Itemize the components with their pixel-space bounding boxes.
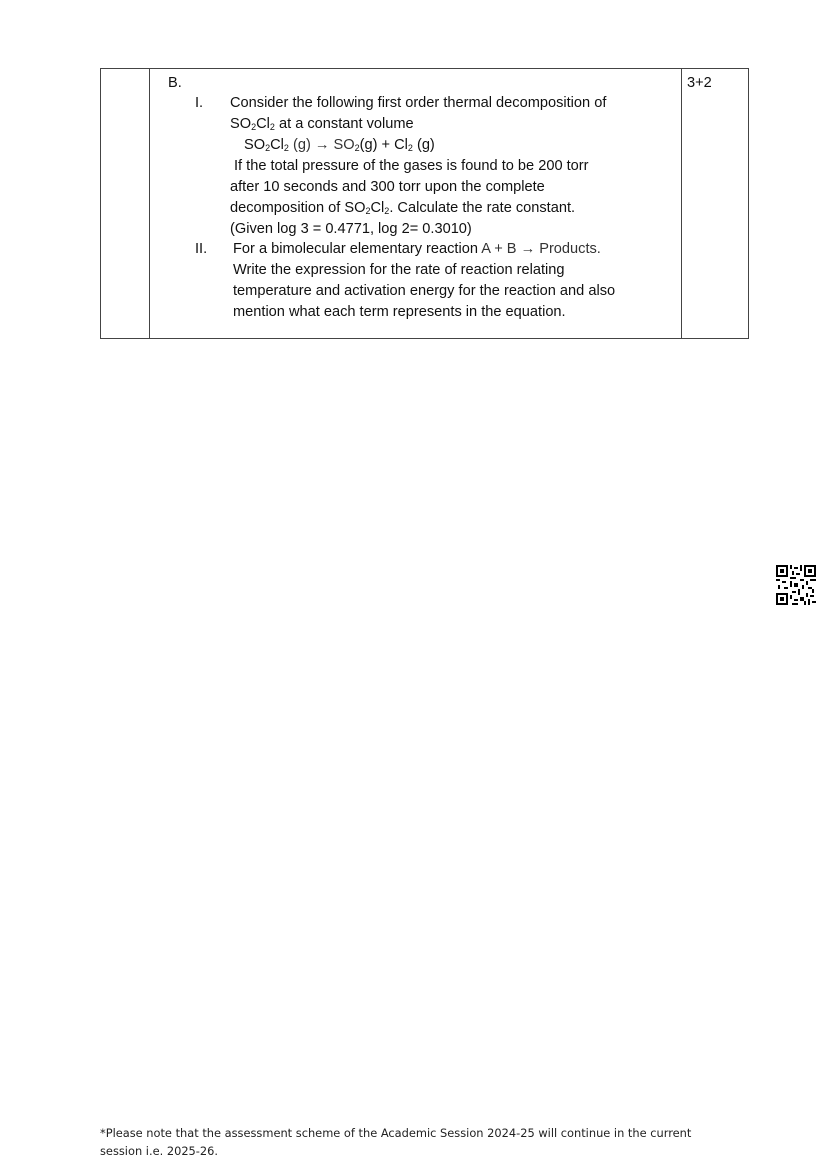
item1-reaction-equation: $SO_2Cl_2$ $(g) \to SO_2(g) + Cl_2$ (g)	[244, 137, 435, 153]
item2-line3: temperature and activation energy for the reaction and also	[233, 283, 616, 299]
section-label: B.	[168, 75, 182, 91]
item1-line1: Consider the following first order thermal decomposition of	[230, 95, 607, 111]
question-content	[150, 69, 681, 338]
assessment-note	[100, 1124, 740, 1160]
assessment-note-line2: session i.e. 2025-26.	[100, 1144, 219, 1158]
item1-line7: (Given log 3 = 0.4771, log 2= 0.3010)	[230, 221, 472, 237]
assessment-note-line1: *Please note that the assessment scheme of the Academic Session 2024-25 will continue in the current	[100, 1126, 692, 1140]
item2-line2: Write the expression for the rate of reaction relating	[233, 262, 565, 278]
item-number-2: II.	[195, 241, 208, 257]
item1-line6: decomposition of $SO_2Cl_2$. Calculate the rate constant.	[230, 200, 576, 216]
item1-line4: If the total pressure of the gases is found to be 200 torr	[234, 158, 589, 174]
item2-line4: mention what each term represents in the equation.	[233, 304, 566, 320]
item2-line1: For a bimolecular elementary reaction A + B → Products.	[233, 241, 601, 257]
marks-value: 3+2	[687, 75, 712, 91]
qr-code-icon	[776, 565, 816, 605]
question-table	[100, 68, 749, 339]
item1-line2: $SO_2Cl_2$ at a constant volume	[230, 116, 414, 132]
item-number-1: I.	[195, 95, 204, 111]
item1-line5: after 10 seconds and 300 torr upon the complete	[230, 179, 545, 195]
column-divider-right	[681, 69, 682, 338]
